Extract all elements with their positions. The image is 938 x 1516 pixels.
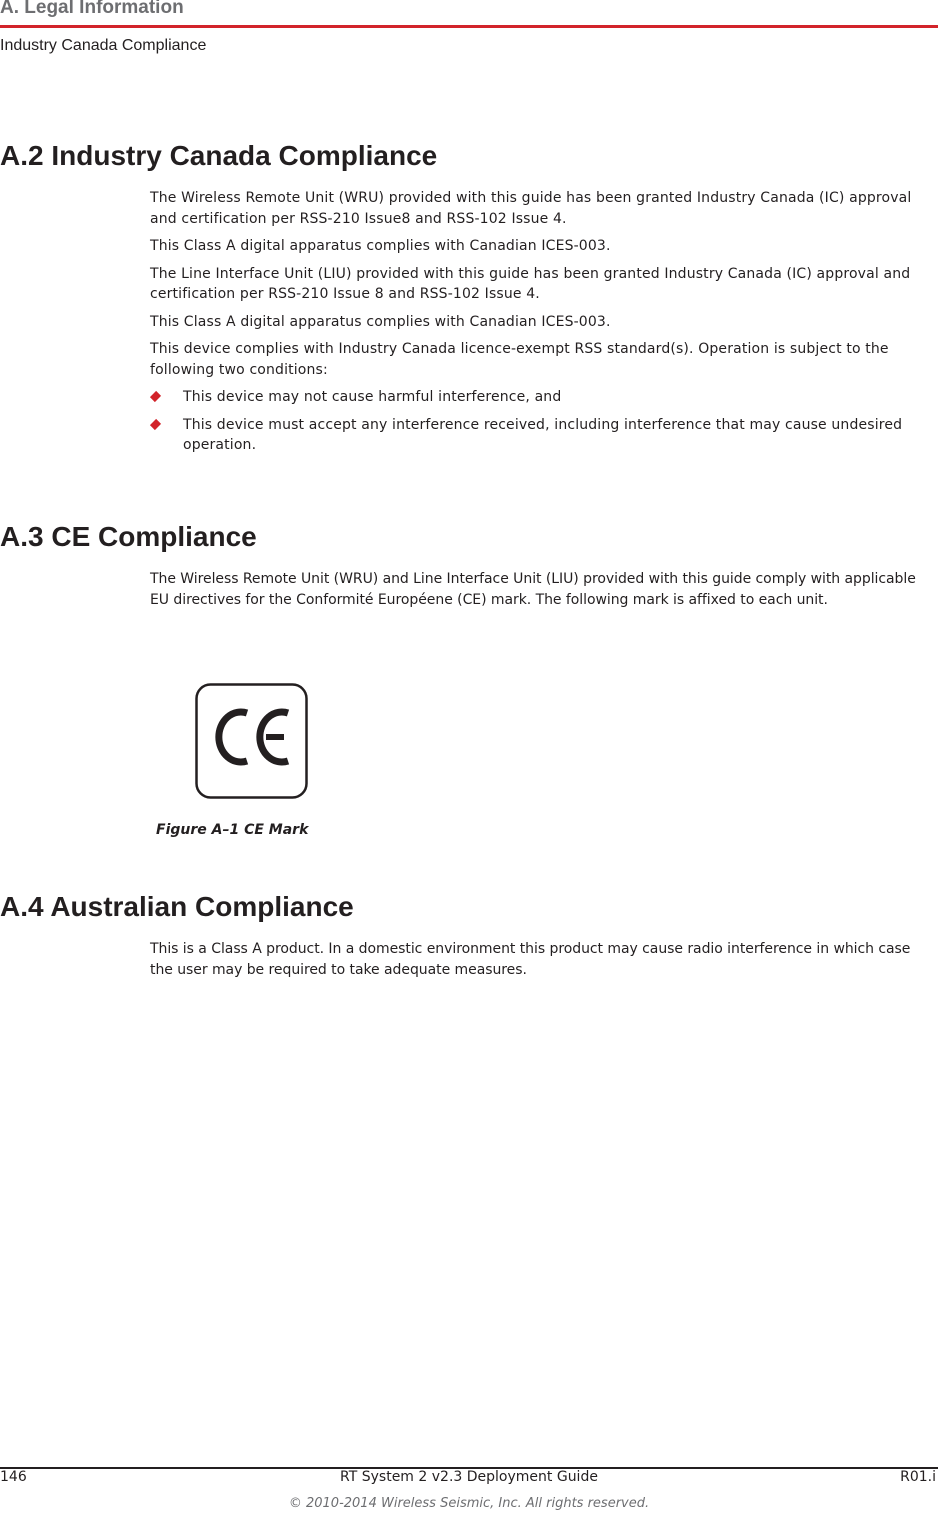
section-body-industry-canada	[150, 188, 936, 463]
paragraph: The Wireless Remote Unit (WRU) provided with this guide has been granted Industry Canada (IC) approval and certification per RSS-210 Issue8 and RSS-102 Issue 4.	[150, 190, 912, 227]
paragraph: The Line Interface Unit (LIU) provided with this guide has been granted Industry Canada (IC) approval and certification per RSS-210 Issue 8 and RSS-102 Issue 4.	[150, 265, 911, 302]
figure-caption: Figure A–1 CE Mark	[156, 822, 309, 838]
list-item	[150, 387, 936, 408]
section-heading-industry-canada: A.2 Industry Canada Compliance	[0, 140, 438, 171]
ce-mark-icon	[195, 683, 308, 799]
paragraph: This device complies with Industry Canada licence-exempt RSS standard(s). Operation is subject to the following two conditions:	[150, 341, 889, 378]
revision-label: R01.i	[900, 1469, 936, 1485]
diamond-bullet-icon	[150, 391, 161, 402]
section-body-ce	[150, 569, 936, 617]
diamond-bullet-icon	[150, 418, 161, 429]
list-item	[150, 415, 936, 456]
copyright-notice: © 2010-2014 Wireless Seismic, Inc. All rights reserved.	[288, 1496, 650, 1511]
header-rule	[0, 25, 938, 28]
running-section-label: Industry Canada Compliance	[0, 37, 207, 54]
chapter-title: A. Legal Information	[0, 0, 184, 18]
paragraph: The Wireless Remote Unit (WRU) and Line Interface Unit (LIU) provided with this guide comply with applicable EU directives for the Conformité Européene (CE) mark. The following mark is affixed to each unit.	[150, 571, 916, 608]
section-heading-ce: A.3 CE Compliance	[0, 521, 257, 552]
document-title: RT System 2 v2.3 Deployment Guide	[340, 1469, 598, 1485]
page-number: 146	[0, 1469, 27, 1485]
list-item-text: This device must accept any interference received, including interference that may cause undesired operation.	[183, 416, 903, 453]
section-body-australian	[150, 939, 936, 987]
paragraph: This Class A digital apparatus complies with Canadian ICES-003.	[150, 313, 611, 330]
conditions-list	[150, 387, 936, 456]
section-heading-australian: A.4 Australian Compliance	[0, 891, 354, 922]
paragraph: This is a Class A product. In a domestic environment this product may cause radio interference in which case the user may be required to take adequate measures.	[150, 941, 911, 978]
paragraph: This Class A digital apparatus complies with Canadian ICES-003.	[150, 238, 611, 254]
list-item-text: This device may not cause harmful interference, and	[183, 389, 562, 405]
